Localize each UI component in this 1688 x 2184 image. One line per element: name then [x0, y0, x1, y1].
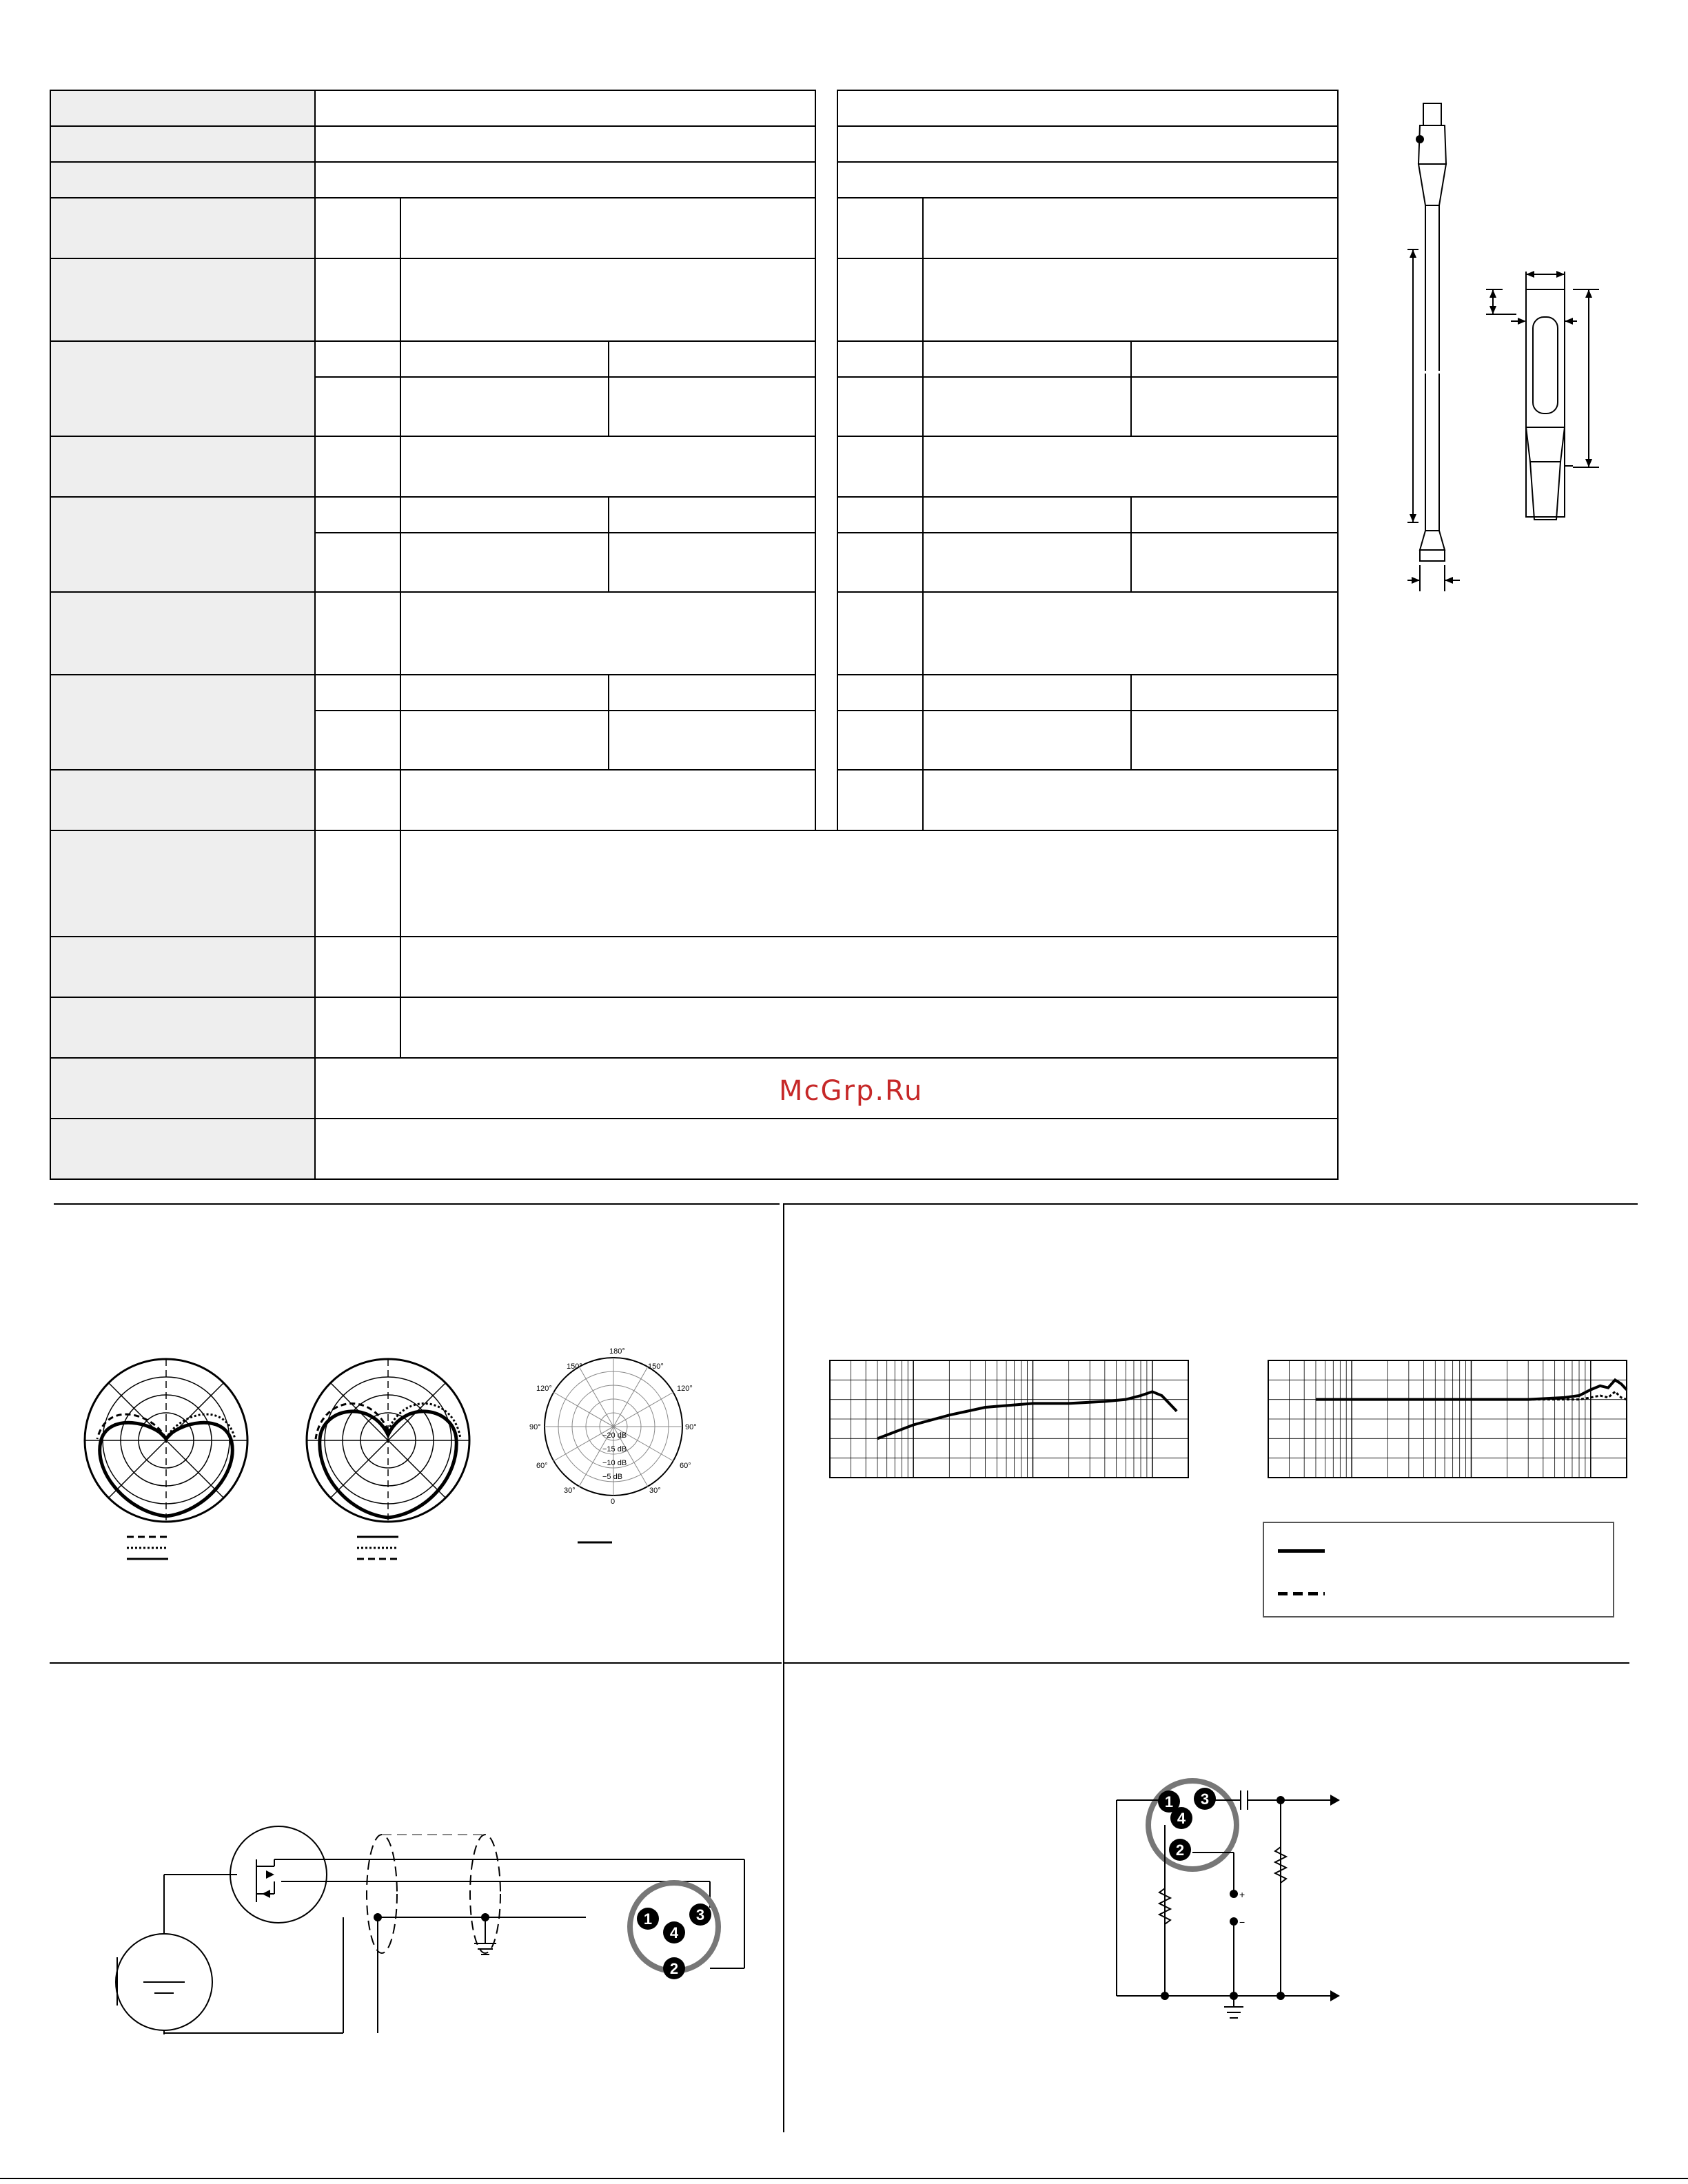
polar-label-180: 180° [609, 1347, 625, 1356]
spec-cell [922, 496, 1132, 533]
spec-cell [922, 710, 1132, 770]
spec-cell [400, 591, 816, 675]
polar-pattern-1 [80, 1356, 252, 1577]
spec-cell [314, 340, 401, 378]
polar-label-30-right: 30° [649, 1487, 661, 1495]
spec-row-header-5 [50, 258, 316, 342]
spec-row-header-9 [50, 591, 316, 675]
spec-cell [608, 532, 816, 593]
mic-connector-top [1423, 103, 1441, 125]
polar-db-label: −20 dB [602, 1431, 627, 1440]
spec-row-header-16 [50, 1118, 316, 1180]
spec-cell [400, 769, 816, 831]
spec-row-header-6 [50, 340, 316, 437]
frequency-response-chart-2 [1264, 1358, 1636, 1484]
spec-cell [400, 436, 816, 498]
divider-vertical [783, 1203, 784, 2132]
spec-cell [922, 340, 1132, 378]
polar-db-label: −5 dB [602, 1473, 623, 1481]
spec-cell [608, 496, 816, 533]
frequency-response-chart-1 [826, 1358, 1198, 1484]
spec-row-header-13 [50, 936, 316, 998]
spec-cell [314, 769, 401, 831]
spec-cell [1130, 532, 1339, 593]
spec-cell [314, 376, 401, 437]
spec-cell [837, 258, 924, 342]
spec-cell [400, 674, 609, 711]
spec-cell [314, 532, 401, 593]
spec-cell [837, 197, 924, 259]
polar-pattern-2 [302, 1356, 474, 1577]
spec-cell [314, 436, 401, 498]
spec-cell [608, 340, 816, 378]
polar-db-label: −15 dB [602, 1445, 627, 1453]
schematic-pin-3: 3 [1200, 1790, 1210, 1808]
spec-cell [837, 161, 1339, 198]
microphone-dimension-drawing [1351, 90, 1640, 600]
polar-label-120-right: 120° [677, 1385, 693, 1393]
spec-row-header-12 [50, 830, 316, 937]
spec-cell [837, 532, 924, 593]
divider-middle-left [50, 1662, 782, 1664]
spec-row-header-3 [50, 161, 316, 198]
spec-cell [400, 997, 1339, 1059]
divider-top-left [54, 1203, 780, 1205]
spec-cell [400, 496, 609, 533]
spec-cell [837, 90, 1339, 127]
spec-cell [837, 674, 924, 711]
spec-cell [922, 769, 1339, 831]
spec-cell [1130, 340, 1339, 378]
spec-cell [922, 591, 1339, 675]
spec-cell [314, 1118, 1339, 1180]
polar-label-60-left: 60° [536, 1462, 548, 1470]
spec-cell [1130, 376, 1339, 437]
wiring-diagram [110, 1806, 772, 2054]
spec-cell [922, 674, 1132, 711]
spec-cell [314, 125, 816, 163]
divider-middle-right [784, 1662, 1629, 1664]
spec-row-header-11 [50, 769, 316, 831]
schematic-minus: − [1239, 1917, 1245, 1928]
polar-label-0: 0 [611, 1498, 616, 1506]
spec-cell [922, 532, 1132, 593]
spec-cell [922, 436, 1339, 498]
spec-cell [608, 674, 816, 711]
spec-cell [314, 710, 401, 770]
spec-cell [1130, 674, 1339, 711]
spec-cell [837, 496, 924, 533]
spec-row-header-10 [50, 674, 316, 770]
spec-cell [314, 496, 401, 533]
polar-db-label: −10 dB [602, 1459, 627, 1467]
polar-label-150-left: 150° [567, 1363, 582, 1371]
series-line-response [877, 1391, 1177, 1438]
spec-row-header-4 [50, 197, 316, 259]
spec-cell [608, 710, 816, 770]
polar-label-60-right: 60° [680, 1462, 691, 1470]
spec-cell [608, 376, 816, 437]
xlr-pin-2: 2 [669, 1960, 679, 1977]
spec-cell [1130, 710, 1339, 770]
spec-row-header-1 [50, 90, 316, 127]
spec-cell [314, 830, 401, 937]
spec-cell [314, 936, 401, 998]
spec-cell [314, 90, 816, 127]
spec-cell [837, 376, 924, 437]
spec-cell [400, 376, 609, 437]
polar-label-30-left: 30° [564, 1487, 576, 1495]
spec-cell [400, 532, 609, 593]
legend-solid-line [1278, 1549, 1325, 1553]
spec-row-header-14 [50, 997, 316, 1059]
polar-label-120-left: 120° [536, 1385, 552, 1393]
polar-label-150-right: 150° [648, 1363, 664, 1371]
spec-cell [837, 125, 1339, 163]
xlr-pin-1: 1 [643, 1910, 653, 1928]
spec-cell [400, 936, 1339, 998]
polar-label-90-left: 90° [529, 1423, 541, 1431]
watermark: McGrp.Ru [779, 1075, 924, 1107]
divider-top-right [784, 1203, 1638, 1205]
xlr-pin-4: 4 [669, 1924, 679, 1941]
spec-cell [314, 161, 816, 198]
spec-cell [922, 197, 1339, 259]
spec-cell [922, 376, 1132, 437]
spec-cell [922, 258, 1339, 342]
spec-row-header-7 [50, 436, 316, 498]
spec-cell [1130, 496, 1339, 533]
spec-cell [400, 258, 816, 342]
spec-cell [314, 674, 401, 711]
spec-cell [400, 340, 609, 378]
schematic-pin-4: 4 [1177, 1810, 1186, 1827]
spec-cell [314, 197, 401, 259]
spec-cell [400, 197, 816, 259]
frequency-legend [1263, 1522, 1614, 1617]
xlr-pin-3: 3 [695, 1906, 705, 1923]
spec-cell [314, 258, 401, 342]
spec-cell [314, 997, 401, 1059]
spec-cell [314, 591, 401, 675]
spec-cell [837, 436, 924, 498]
spec-cell [837, 710, 924, 770]
legend-dashed-line [1278, 1592, 1325, 1595]
polar-grid-chart [521, 1338, 721, 1545]
spec-cell [400, 830, 1339, 937]
spec-cell [837, 340, 924, 378]
spec-row-header-2 [50, 125, 316, 163]
schematic-plus: + [1239, 1889, 1245, 1900]
spec-row-header-8 [50, 496, 316, 593]
spec-row-header-15 [50, 1057, 316, 1119]
polar-label-90-right: 90° [685, 1423, 697, 1431]
divider-bottom [0, 2178, 1688, 2179]
phantom-power-schematic [1103, 1778, 1365, 2040]
schematic-pin-2: 2 [1175, 1841, 1185, 1859]
schematic-pin-1: 1 [1164, 1793, 1174, 1810]
spec-cell [400, 710, 609, 770]
spec-cell [837, 769, 924, 831]
spec-cell [837, 591, 924, 675]
